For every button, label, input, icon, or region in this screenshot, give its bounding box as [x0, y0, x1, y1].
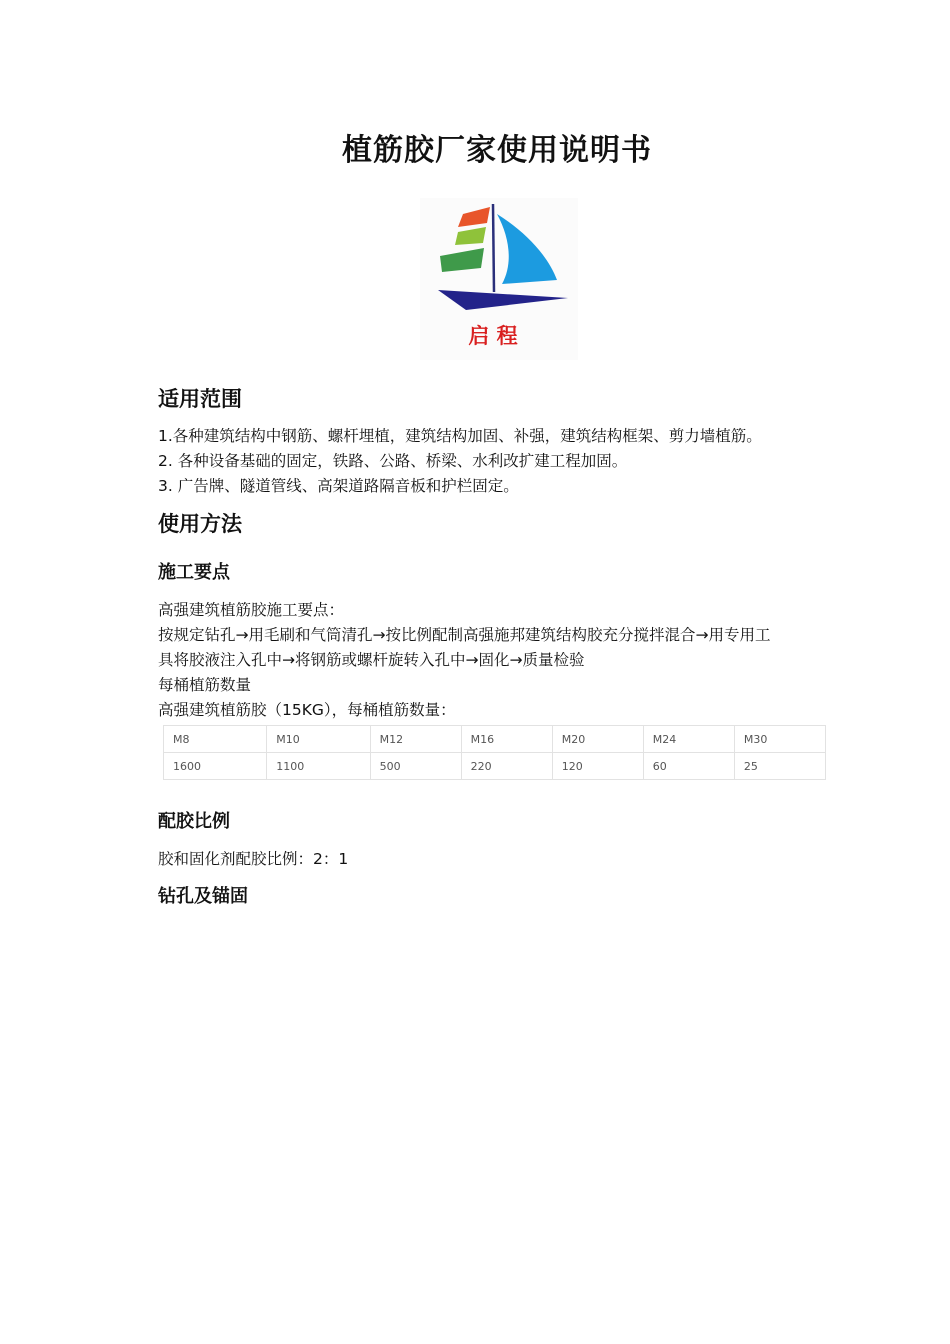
table-header-row [164, 726, 826, 753]
company-logo [420, 198, 578, 360]
construction-intro: 高强建筑植筋胶施工要点： [158, 601, 345, 619]
quantity-description: 高强建筑植筋胶（15KG），每桶植筋数量： [158, 701, 456, 719]
table-cell: 1600 [164, 753, 267, 780]
table-header-cell: M24 [643, 726, 734, 753]
table-header-cell: M12 [370, 726, 461, 753]
table-cell: 500 [370, 753, 461, 780]
table-header-cell: M10 [267, 726, 370, 753]
table-header-cell: M20 [552, 726, 643, 753]
scope-item-1: 1.各种建筑结构中钢筋、螺杆埋植，建筑结构加固、补强，建筑结构框架、剪力墙植筋。 [158, 427, 762, 445]
construction-steps-line-1: 按规定钻孔→用毛刷和气筒清孔→按比例配制高强施邦建筑结构胶充分搅拌混合→用专用工 [158, 626, 771, 644]
subheading-ratio: 配胶比例 [158, 811, 230, 832]
table-header-cell: M8 [164, 726, 267, 753]
page-title: 植筋胶厂家使用说明书 [342, 133, 652, 168]
section-heading-scope: 适用范围 [158, 387, 242, 411]
ratio-text: 胶和固化剂配胶比例：2：1 [158, 850, 349, 868]
quantity-label: 每桶植筋数量 [158, 676, 252, 694]
sailboat-logo-icon [420, 198, 578, 360]
scope-item-2: 2. 各种设备基础的固定，铁路、公路、桥梁、水利改扩建工程加固。 [158, 452, 628, 470]
subheading-construction: 施工要点 [158, 562, 230, 583]
table-cell: 220 [461, 753, 552, 780]
table-cell: 120 [552, 753, 643, 780]
logo-text: 启 程 [468, 324, 518, 348]
section-heading-usage: 使用方法 [158, 512, 242, 536]
table-cell: 1100 [267, 753, 370, 780]
table-header-cell: M30 [734, 726, 825, 753]
table-cell: 25 [734, 753, 825, 780]
subheading-drilling: 钻孔及锚固 [158, 886, 248, 907]
scope-item-3: 3. 广告牌、隧道管线、高架道路隔音板和护栏固定。 [158, 477, 519, 495]
table-header-cell: M16 [461, 726, 552, 753]
table-cell: 60 [643, 753, 734, 780]
table-row [164, 753, 826, 780]
construction-steps-line-2: 具将胶液注入孔中→将钢筋或螺杆旋转入孔中→固化→质量检验 [158, 651, 585, 669]
quantity-table [163, 725, 826, 780]
